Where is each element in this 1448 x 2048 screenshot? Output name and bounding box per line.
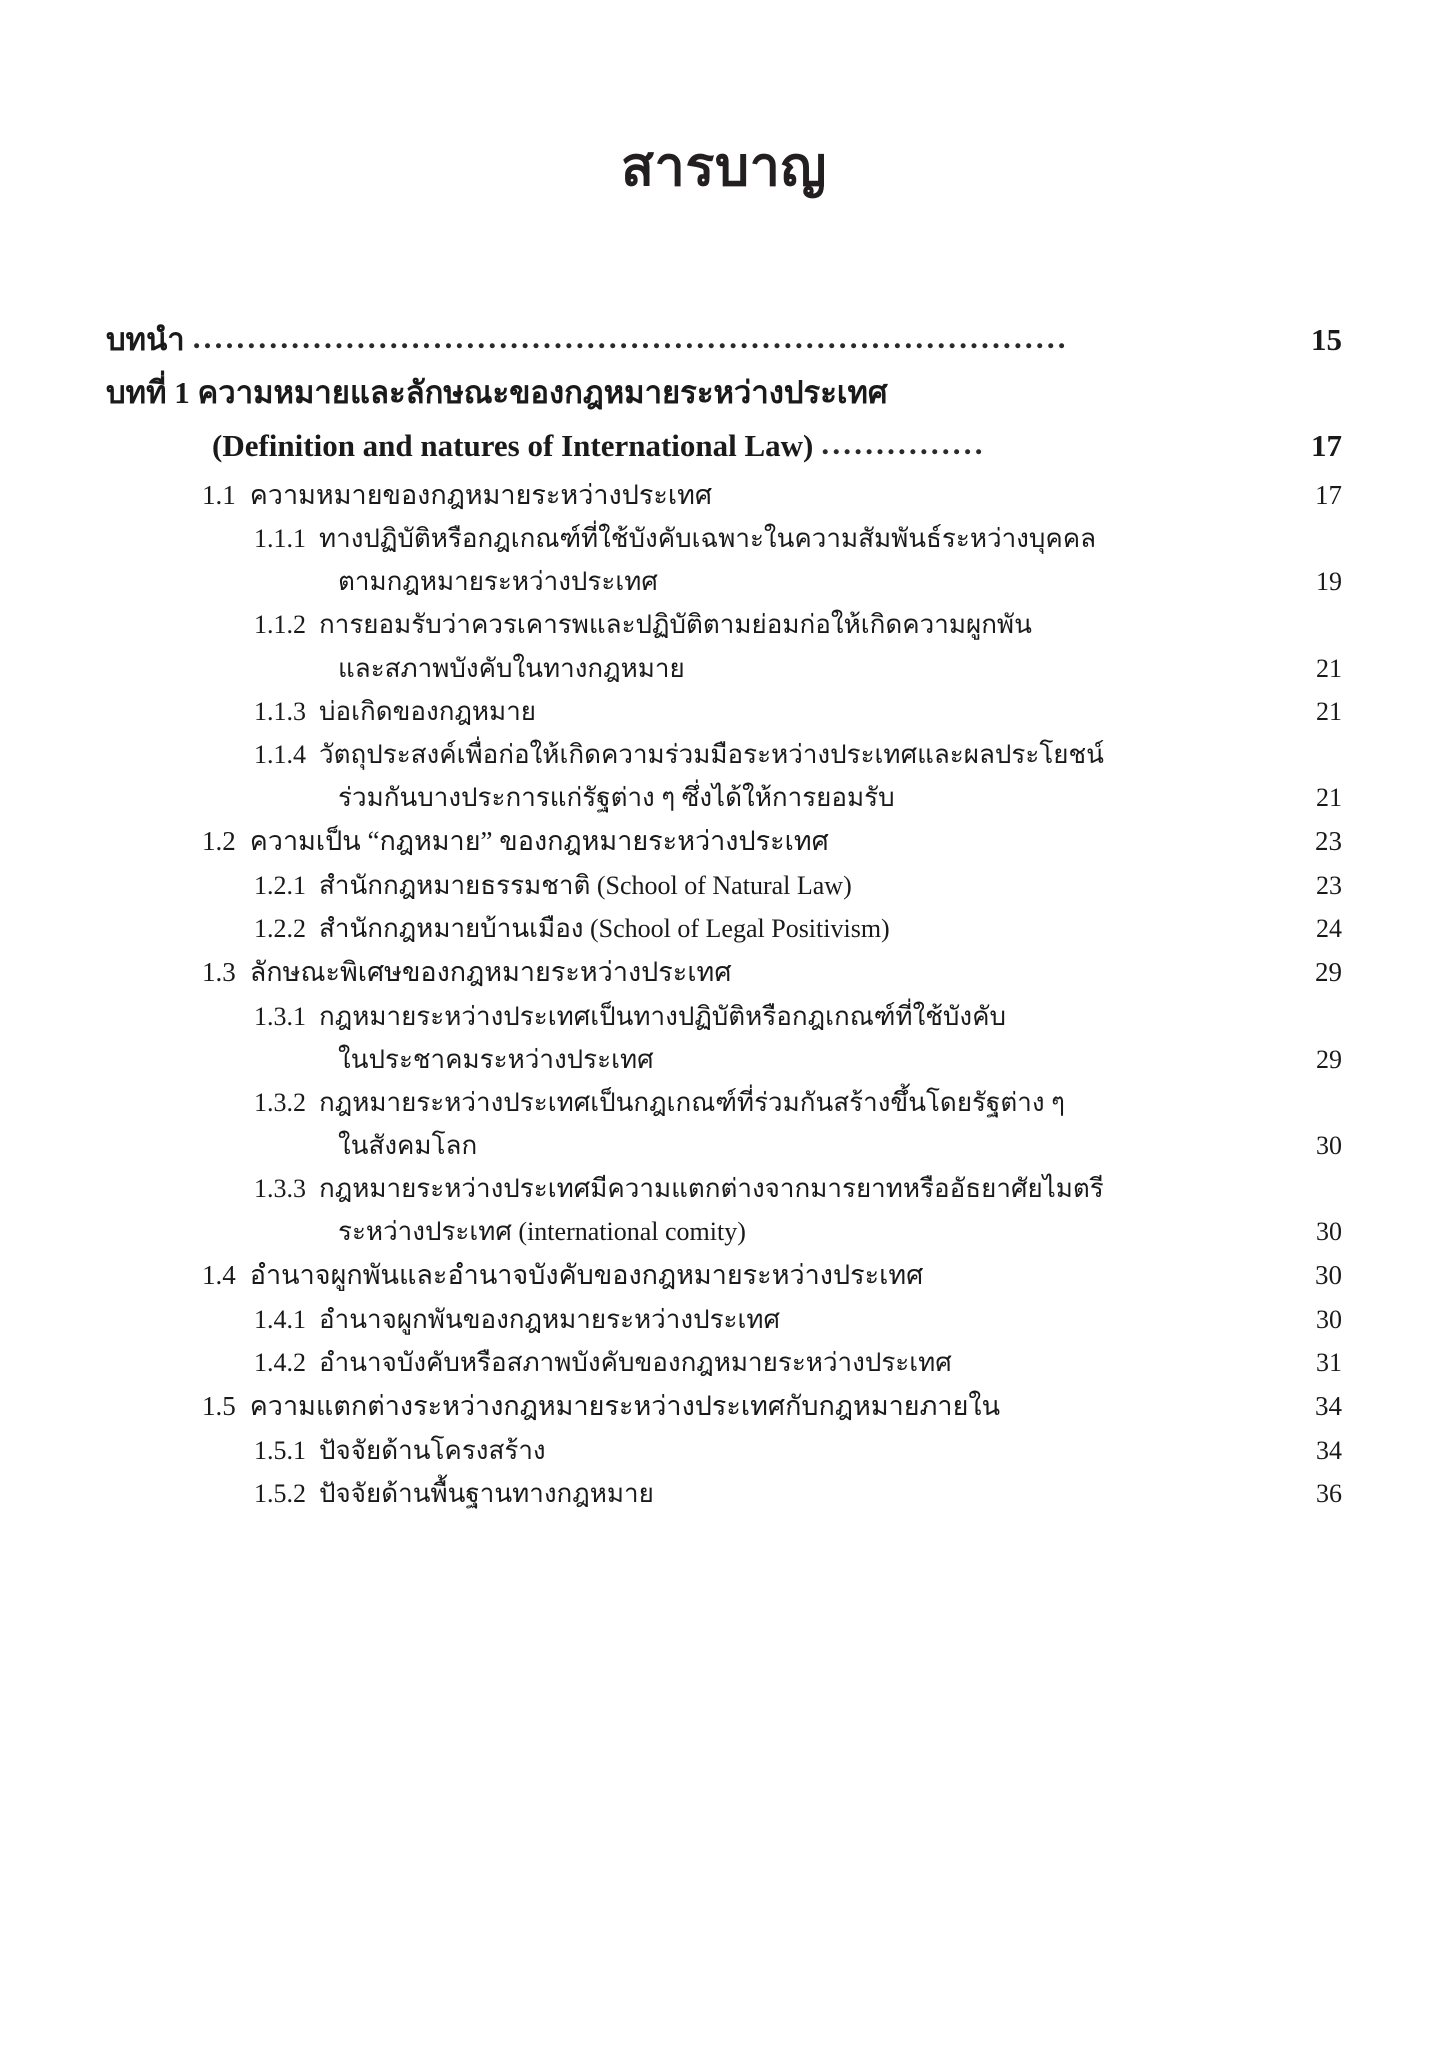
toc-entry-number: 1.5 [202, 1391, 236, 1422]
toc-entry[interactable] [106, 474, 1342, 518]
toc-entry-label: สำนักกฎหมายธรรมชาติ (School of Natural Law) [319, 870, 852, 900]
toc-entry-label: และสภาพบังคับในทางกฎหมาย [338, 653, 685, 683]
toc-entry-number: 1.4 [202, 1260, 236, 1291]
toc-entry-page: 30 [1315, 1260, 1342, 1291]
toc-entry-page: 21 [1316, 696, 1342, 726]
toc-entry-label: สำนักกฎหมายบ้านเมือง (School of Legal Positivism) [319, 913, 890, 943]
toc-entry-label: ระหว่างประเทศ (international comity) [338, 1217, 746, 1247]
toc-entry-number: 1.1.1 [254, 524, 306, 554]
toc-entry[interactable] [106, 1168, 1342, 1210]
toc-entry[interactable] [106, 1039, 1342, 1081]
toc-entry-number: 1.4.2 [254, 1348, 306, 1378]
toc-entry-label: การยอมรับว่าควรเคารพและปฏิบัติตามย่อมก่อให้เกิดความผูกพัน [319, 610, 1032, 640]
toc-entry-page: 30 [1316, 1305, 1342, 1335]
toc-entry[interactable] [106, 1254, 1342, 1298]
toc-entry-number: 1.2.2 [254, 913, 306, 943]
toc-entry-front-matter[interactable] [106, 316, 1342, 363]
toc-entry-page: 34 [1315, 1391, 1342, 1422]
toc-entry-label: ทางปฏิบัติหรือกฎเกณฑ์ที่ใช้บังคับเฉพาะในความสัมพันธ์ระหว่างบุคคล [319, 524, 1097, 554]
toc-entry-page: 21 [1316, 653, 1342, 683]
toc-entry-label: อำนาจผูกพันของกฎหมายระหว่างประเทศ [319, 1305, 781, 1335]
toc-entry[interactable] [106, 1299, 1342, 1341]
toc-entry-label: ความแตกต่างระหว่างกฎหมายระหว่างประเทศกับกฎหมายภายใน [249, 1391, 1001, 1422]
toc-entry[interactable] [106, 691, 1342, 733]
toc-entry-number: 1.2.1 [254, 870, 306, 900]
toc-entry-number: 1.3.3 [254, 1174, 306, 1204]
toc-entry-number: 1.1.2 [254, 610, 306, 640]
toc-entry-label: ความหมายของกฎหมายระหว่างประเทศ [249, 479, 713, 510]
toc-entry[interactable] [106, 518, 1342, 560]
table-of-contents [0, 316, 1448, 1515]
toc-entry-label: วัตถุประสงค์เพื่อก่อให้เกิดความร่วมมือระหว่างประเทศและผลประโยชน์ [319, 739, 1104, 769]
toc-entry[interactable] [106, 865, 1342, 907]
dot-leader: ............... [821, 426, 986, 462]
toc-entry-list [106, 474, 1342, 1516]
toc-entry-label-en: (Definition and natures of International Law) [212, 428, 814, 464]
toc-entry-label: บ่อเกิดของกฎหมาย [319, 696, 537, 726]
toc-entry-page: 30 [1316, 1131, 1342, 1161]
toc-entry-number: 1.3.2 [254, 1087, 306, 1117]
toc-entry-number: 1.1.4 [254, 739, 306, 769]
toc-entry-label: ลักษณะพิเศษของกฎหมายระหว่างประเทศ [249, 956, 732, 987]
toc-entry-page: 17 [1311, 428, 1342, 464]
toc-entry-page: 29 [1315, 956, 1342, 987]
toc-entry-page: 19 [1316, 567, 1342, 597]
toc-entry-number: 1.5.2 [254, 1479, 306, 1509]
toc-entry-page: 34 [1316, 1436, 1342, 1466]
toc-entry-page: 15 [1311, 322, 1342, 358]
toc-entry-page: 21 [1316, 782, 1342, 812]
toc-entry-label: บทที่ 1 ความหมายและลักษณะของกฎหมายระหว่างประเทศ [106, 375, 888, 411]
toc-entry-number: 1.3 [202, 956, 236, 987]
toc-entry-page: 31 [1316, 1348, 1342, 1378]
toc-entry[interactable] [106, 1211, 1342, 1253]
toc-entry-label: ปัจจัยด้านโครงสร้าง [319, 1436, 546, 1466]
toc-entry-number: 1.2 [202, 826, 236, 856]
toc-entry-number: 1.3.1 [254, 1001, 306, 1031]
toc-entry-number: 1.1 [202, 479, 236, 510]
toc-entry-chapter-1[interactable] [106, 369, 1342, 416]
toc-entry-page: 24 [1316, 913, 1342, 943]
toc-entry[interactable] [106, 1430, 1342, 1472]
toc-entry-label: กฎหมายระหว่างประเทศมีความแตกต่างจากมารยาทหรืออัธยาศัยไมตรี [319, 1174, 1104, 1204]
toc-entry-label: กฎหมายระหว่างประเทศเป็นกฎเกณฑ์ที่ร่วมกันสร้างขึ้นโดยรัฐต่าง ๆ [319, 1087, 1066, 1117]
toc-entry[interactable] [106, 1473, 1342, 1515]
toc-entry-page: 17 [1315, 479, 1342, 510]
toc-entry[interactable] [106, 777, 1342, 819]
toc-entry[interactable] [106, 1342, 1342, 1384]
dot-leader: ................................................................................ [192, 320, 1069, 356]
toc-entry-label: อำนาจผูกพันและอำนาจบังคับของกฎหมายระหว่างประเทศ [249, 1260, 924, 1291]
toc-entry-number: 1.4.1 [254, 1305, 306, 1335]
toc-entry[interactable] [106, 648, 1342, 690]
toc-entry-chapter-1-subtitle[interactable] [106, 422, 1342, 469]
toc-entry[interactable] [106, 561, 1342, 603]
toc-entry[interactable] [106, 604, 1342, 646]
toc-entry-number: 1.5.1 [254, 1436, 306, 1466]
toc-entry-page: 23 [1315, 826, 1342, 856]
toc-entry-label: ในสังคมโลก [338, 1131, 478, 1161]
toc-entry-page: 23 [1316, 870, 1342, 900]
toc-entry[interactable] [106, 996, 1342, 1038]
toc-entry-number: 1.1.3 [254, 696, 306, 726]
toc-entry-label: ในประชาคมระหว่างประเทศ [338, 1044, 654, 1074]
toc-entry-label: ร่วมกันบางประการแก่รัฐต่าง ๆ ซึ่งได้ให้การยอมรับ [338, 782, 895, 812]
toc-entry-page: 36 [1316, 1479, 1342, 1509]
toc-entry[interactable] [106, 734, 1342, 776]
toc-entry-label: ตามกฎหมายระหว่างประเทศ [338, 567, 658, 597]
toc-entry-label: ความเป็น “กฎหมาย” ของกฎหมายระหว่างประเทศ [249, 826, 829, 856]
toc-entry-label: บทนำ [106, 322, 185, 358]
toc-entry-label: อำนาจบังคับหรือสภาพบังคับของกฎหมายระหว่างประเทศ [319, 1348, 952, 1378]
toc-entry[interactable] [106, 908, 1342, 950]
toc-entry-label: กฎหมายระหว่างประเทศเป็นทางปฏิบัติหรือกฎเกณฑ์ที่ใช้บังคับ [319, 1001, 1007, 1031]
toc-entry[interactable] [106, 951, 1342, 995]
toc-entry[interactable] [106, 1125, 1342, 1167]
toc-entry-label: ปัจจัยด้านพื้นฐานทางกฎหมาย [319, 1479, 654, 1509]
toc-entry[interactable] [106, 1082, 1342, 1124]
toc-entry-page: 29 [1316, 1044, 1342, 1074]
page-title: สารบาญ [621, 137, 827, 198]
toc-entry[interactable] [106, 820, 1342, 864]
toc-entry-page: 30 [1316, 1217, 1342, 1247]
toc-entry[interactable] [106, 1385, 1342, 1429]
